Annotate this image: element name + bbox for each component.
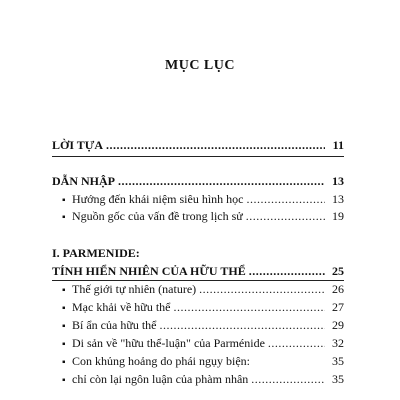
dot-leader <box>246 208 325 224</box>
bullet-icon: ▪ <box>62 195 66 206</box>
toc-entry-tinh-hien-nhien[interactable] <box>52 263 344 279</box>
toc-entry-label: Con khủng hoảng do phái ngụy biện: <box>72 354 250 368</box>
toc-subentry-con-khung-hoang[interactable] <box>62 353 344 369</box>
bullet-icon: ▪ <box>62 303 66 314</box>
bullet-icon: ▪ <box>62 357 66 368</box>
dot-leader <box>159 317 325 333</box>
toc-page-number: 27 <box>332 300 344 314</box>
toc-entry-label: chỉ còn lại ngôn luận của phàm nhân <box>72 372 249 386</box>
toc-entry-label: Bí ẩn của hữu thể <box>72 318 157 332</box>
toc-page-number: 25 <box>332 264 344 278</box>
toc-subentry-bi-an[interactable] <box>62 317 344 333</box>
toc-subentry-huong-den[interactable] <box>62 191 344 207</box>
toc-entry-label: LỜI TỰA <box>52 138 104 152</box>
toc-subentry-chi-con-lai[interactable] <box>62 371 344 387</box>
bullet-icon: ▪ <box>62 375 66 386</box>
section-heading-parmenide: I. PARMENIDE: <box>52 246 140 260</box>
dot-leader <box>247 191 326 207</box>
toc-entry-label: Thế giới tự nhiên (nature) <box>72 282 197 296</box>
toc-entry-label: DẪN NHẬP <box>52 174 115 188</box>
toc-page-number: 11 <box>332 138 344 152</box>
toc-page-number: 13 <box>332 192 344 206</box>
toc-entry-label: Di sản về "hữu thể-luận" của Parménide <box>72 336 265 350</box>
toc-entry-label: Hướng đến khái niệm siêu hình học <box>72 192 244 206</box>
toc-page-number: 29 <box>332 318 344 332</box>
toc-entry-dan-nhap[interactable] <box>52 173 344 189</box>
toc-entry-label: Nguồn gốc của vấn đề trong lịch sử <box>72 209 243 223</box>
toc-subentry-di-san[interactable] <box>62 335 344 351</box>
toc-page-number: 32 <box>332 336 344 350</box>
toc-page-number: 19 <box>332 209 344 223</box>
dot-leader <box>249 263 325 279</box>
bullet-icon: ▪ <box>62 212 66 223</box>
dot-leader <box>173 299 325 315</box>
toc-subentry-nguon-goc[interactable] <box>62 208 344 224</box>
toc-subentry-the-gioi[interactable] <box>62 281 344 297</box>
dot-leader <box>251 371 325 387</box>
toc-page-number: 35 <box>332 372 344 386</box>
toc-title: MỤC LỤC <box>165 58 235 73</box>
toc-page-number: 26 <box>332 282 344 296</box>
toc-entry-label: Mạc khải về hữu thể <box>72 300 171 314</box>
toc-page-number: 35 <box>332 354 344 368</box>
bullet-icon: ▪ <box>62 285 66 296</box>
bullet-icon: ▪ <box>62 321 66 332</box>
dot-leader <box>268 335 325 351</box>
divider <box>52 156 344 157</box>
dot-leader <box>199 281 325 297</box>
dot-leader <box>118 173 325 189</box>
toc-subentry-mac-khai[interactable] <box>62 299 344 315</box>
dot-leader <box>106 137 325 153</box>
toc-entry-label: TÍNH HIỂN NHIÊN CỦA HỮU THỂ <box>52 264 246 278</box>
bullet-icon: ▪ <box>62 339 66 350</box>
toc-entry-loi-tua[interactable] <box>52 137 344 153</box>
toc-page-number: 13 <box>332 174 344 188</box>
